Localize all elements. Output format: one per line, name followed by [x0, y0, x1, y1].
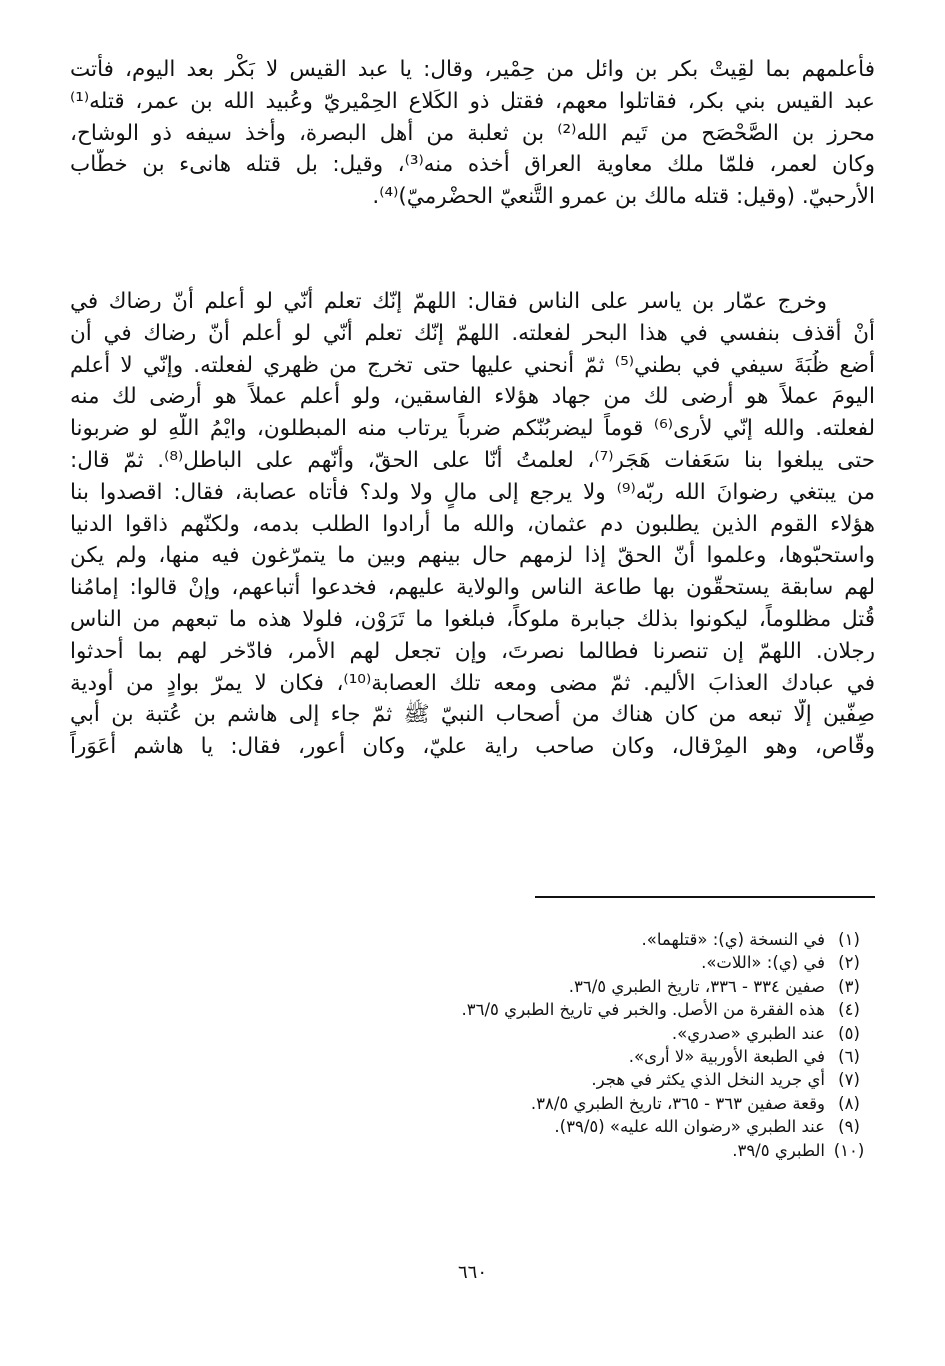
footnote — [83, 1092, 873, 1115]
footnote-number: (٤) — [838, 1000, 860, 1020]
text-line: الأرحبيّ. (وقيل: قتله مالك بن عمرو التَّنعيّ الحضْرميّ)⁽⁴⁾. — [372, 184, 875, 210]
footnotes — [83, 928, 873, 1162]
text-line: وكان لعمر، فلمّا ملك معاوية العراق أخذه منه⁽³⁾، وقيل: بل قتله هانىء بن خطّاب — [70, 152, 875, 178]
text-line: رجلان. اللهمّ إن تنصرنا فطالما نصرتَ، وإن تجعل لهم الأمر، فادّخر لهم بما أحدثوا — [70, 638, 875, 664]
footnote-text: وقعة صفين ٣٦٣ - ٣٦٥، تاريخ الطبري ٣٨/٥. — [530, 1093, 825, 1113]
paragraph-1 — [70, 54, 875, 213]
footnote-text: عند الطبري «رضوان الله عليه» (٣٩/٥). — [554, 1117, 825, 1137]
footnote-number: (٦) — [838, 1046, 860, 1066]
text-line: لفعلته. والله إنّي لأرى⁽⁶⁾ قوماً ليضربُنّكم ضرباً يرتاب منه المبطلون، وايْمُ اللّهِ لو ضربونا — [70, 416, 875, 442]
footnote-text: في (ي): «اللات». — [701, 953, 825, 973]
footnote-number: (٣) — [838, 976, 860, 996]
text-line: صِفّين إلّا تبعه من كان هناك من أصحاب النبيّ ﷺ ثمّ جاء إلى هاشم بن عُتبة بن أبي — [70, 702, 875, 728]
footnote — [83, 1139, 873, 1162]
text-line: هؤلاء القوم الذين يطلبون دم عثمان، والله ما أرادوا الطلب بدمه، ولكنّهم ذاقوا الدنيا — [70, 511, 875, 537]
footnote-number: (٧) — [838, 1070, 860, 1090]
footnote — [83, 1068, 873, 1091]
text-line: محرز بن الصَّحْصَح من تَيم الله⁽²⁾ بن ثعلبة من أهل البصرة، وأخذ سيفه ذو الوشاح، — [70, 120, 875, 146]
text-line: وخرج عمّار بن ياسر على الناس فقال: اللهمّ إنّك تعلم أنّي لو أعلم أنّ رضاك في — [70, 289, 827, 314]
footnote — [83, 998, 873, 1021]
text-line: في عبادك العذابَ الأليم. ثمّ مضى ومعه تلك العصابة⁽¹⁰⁾، فكان لا يمرّ بوادٍ من أودية — [70, 670, 875, 696]
footnote-text: صفين ٣٣٤ - ٣٣٦، تاريخ الطبري ٣٦/٥. — [568, 976, 825, 996]
footnote — [83, 1022, 873, 1045]
text-line: أنْ أقذف بنفسي في هذا البحر لفعلته. اللهمّ إنّك تعلم أنّي لو أعلم أنّ رضاك في أن — [70, 320, 875, 346]
text-line: فأعلمهم بما لقِيتْ بكر بن وائل من حِمْير، وقال: يا عبد القيس لا بَكْر بعد اليوم، فأتت — [70, 57, 875, 82]
footnote — [83, 975, 873, 998]
footnote-number: (١٠) — [833, 1140, 865, 1160]
text-line: قُتل مظلوماً، ليكونوا بذلك جبابرة ملوكاً، فبلغوا ما تَرَوْن، فلولا هذه ما تبعهم من الناس — [70, 606, 875, 632]
footnote-number: (٥) — [838, 1023, 860, 1043]
text-line: عبد القيس بني بكر، فقاتلوا معهم، فقتل ذو الكَلاع الحِمْيريّ وعُبيد الله بن عمر، قتله⁽¹⁾ — [70, 88, 875, 114]
text-line: لهم سابقة يستحقّون بها طاعة الناس والولاية عليهم، فخدعوا أتباعهم، وإنْ قالوا: إمامُنا — [70, 575, 875, 601]
text-line: من يبتغي رضوانَ الله ربّه⁽⁹⁾ ولا يرجع إلى مالٍ ولا ولد؟ فأتاه عصابة، فقال: اقصدوا بنا — [70, 479, 875, 505]
footnote-divider — [535, 896, 875, 898]
footnote-text: هذه الفقرة من الأصل. والخبر في تاريخ الطبري ٣٦/٥. — [461, 1000, 825, 1020]
text-line: حتى يبلغوا بنا سَعَفات هَجَر⁽⁷⁾، لعلمتُ أنّا على الحقّ، وأنّهم على الباطل⁽⁸⁾. ثمّ قال: — [70, 447, 875, 473]
paragraph-2 — [70, 286, 875, 763]
text-line: اليومَ عملاً هو أرضى لك من جهاد هؤلاء الفاسقين، ولو أعلم عملاً هو أرضى لك منه — [70, 384, 875, 410]
footnote — [83, 1115, 873, 1138]
footnote-text: أي جريد النخل الذي يكثر في هجر. — [591, 1070, 825, 1090]
footnote — [83, 951, 873, 974]
footnote-number: (٩) — [838, 1117, 860, 1137]
text-line: أضع ظُبَةَ سيفي في بطني⁽⁵⁾ ثمّ أنحني عليها حتى تخرج من ظهري لفعلته. وإنّي لا أعلم — [70, 352, 875, 378]
footnote-number: (٨) — [838, 1093, 860, 1113]
footnote — [83, 928, 873, 951]
footnote-text: عند الطبري «صدري». — [671, 1023, 825, 1043]
page-number: ٦٦٠ — [457, 1262, 487, 1283]
footnote-number: (٢) — [838, 953, 860, 973]
footnote-number: (١) — [838, 930, 860, 949]
text-line: واستحبّوها، وعلموا أنّ الحقّ إذا لزمهم حال بينهم وبين ما يتمرّغون فيه منها، ولم يكن — [70, 543, 875, 569]
footnote-text: الطبري ٣٩/٥. — [732, 1140, 825, 1160]
footnote — [83, 1045, 873, 1068]
footnote-text: في النسخة (ي): «قتلهما». — [641, 930, 825, 949]
text-line: وقّاص، وهو المِرْقال، وكان صاحب راية عليّ، وكان أعور، فقال: يا هاشم أعَوَراً — [70, 734, 875, 760]
footnote-text: في الطبعة الأوربية «لا أرى». — [628, 1046, 825, 1066]
